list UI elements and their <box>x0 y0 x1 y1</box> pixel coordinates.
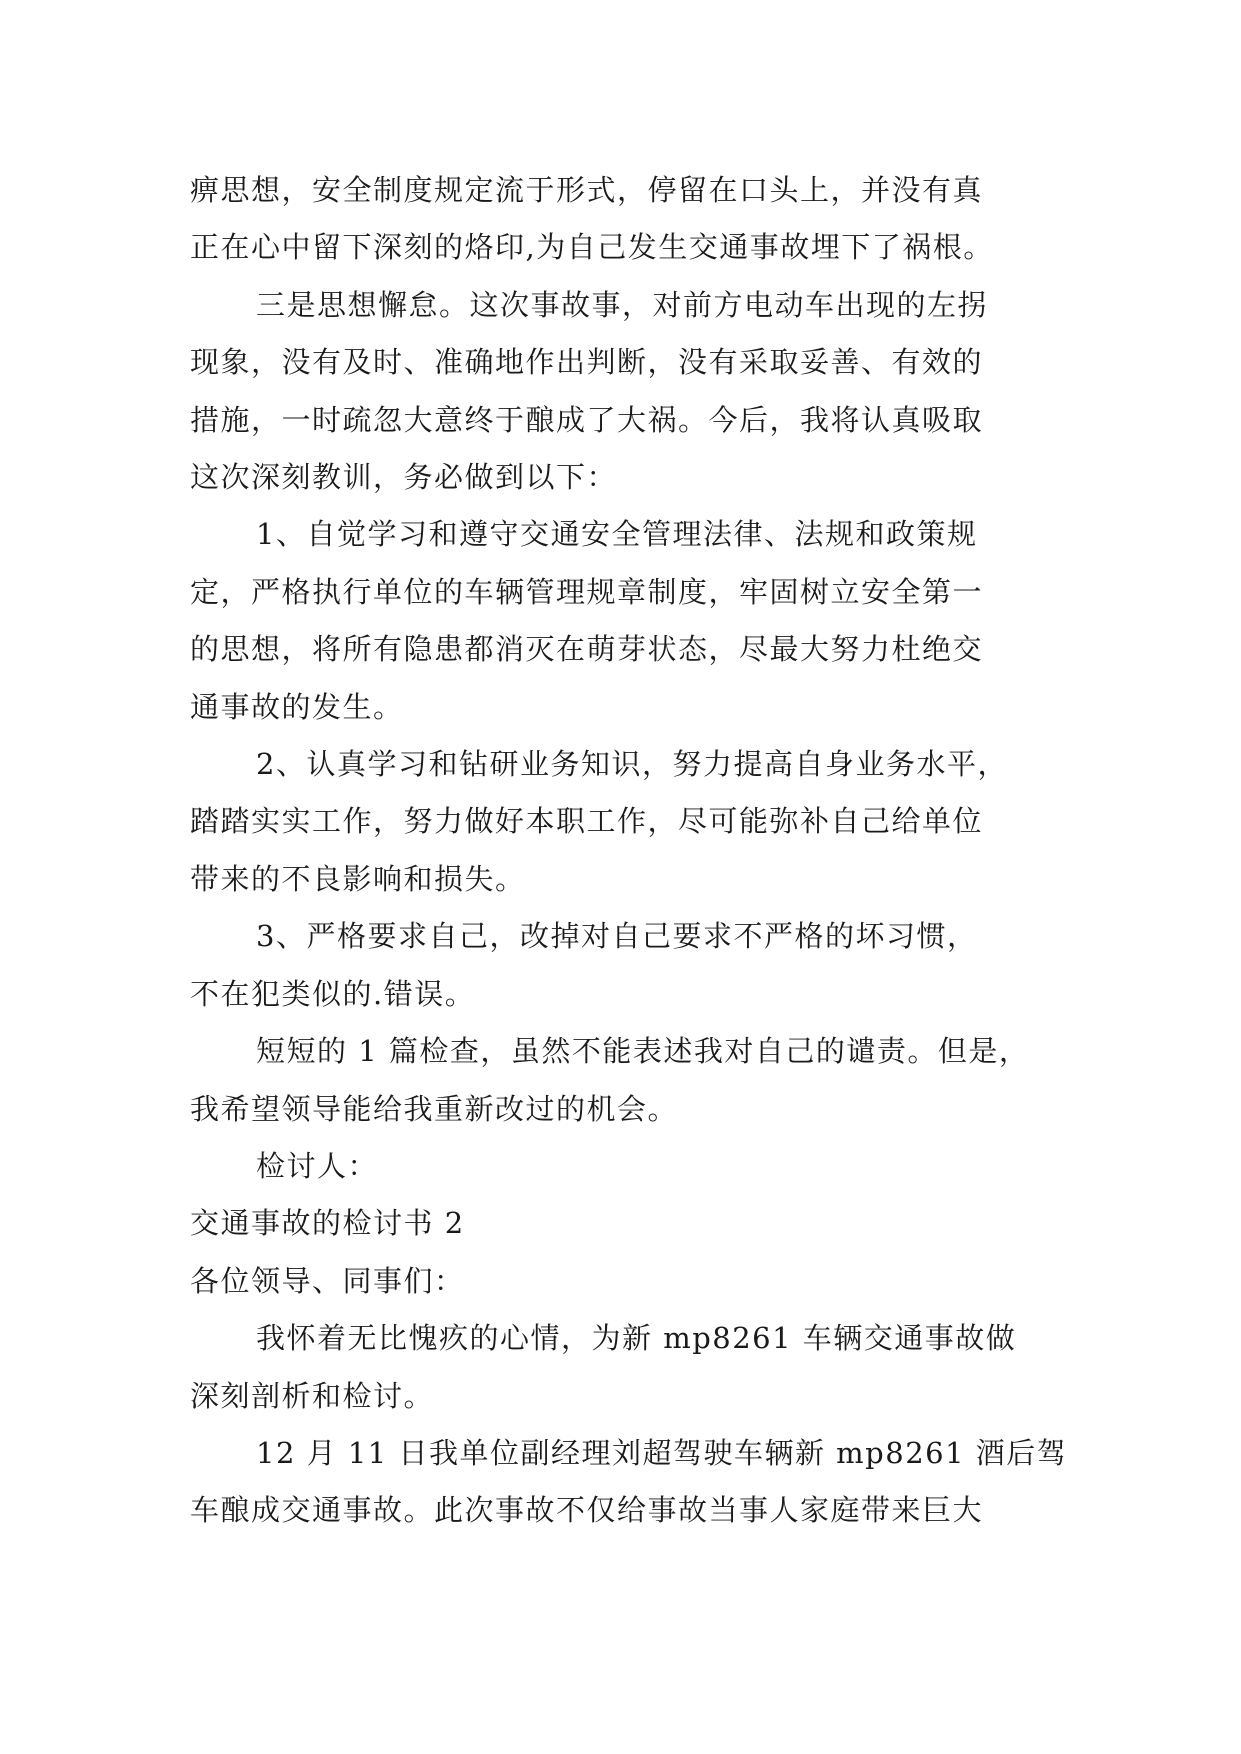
text-line: 现象，没有及时、准确地作出判断，没有采取妥善、有效的 <box>190 345 984 380</box>
text-line: 我怀着无比愧疚的心情，为新 mp8261 车辆交通事故做 <box>256 1321 1017 1356</box>
text-line: 1、自觉学习和遵守交通安全管理法律、法规和政策规 <box>256 517 978 552</box>
text-line: 12 月 11 日我单位副经理刘超驾驶车辆新 mp8261 酒后驾 <box>256 1435 1068 1470</box>
text-line: 2、认真学习和钻研业务知识，努力提高自身业务水平， <box>256 747 1008 782</box>
text-line: 3、严格要求自己，改掉对自己要求不严格的坏习惯， <box>256 919 978 954</box>
section-title: 交通事故的检讨书 2 <box>190 1206 465 1241</box>
text-line: 踏踏实实工作，努力做好本职工作，尽可能弥补自己给单位 <box>190 804 984 839</box>
signature-label: 检讨人： <box>256 1148 379 1183</box>
text-line: 定，严格执行单位的车辆管理规章制度，牢固树立安全第一 <box>190 574 984 609</box>
text-line: 通事故的发生。 <box>190 689 404 724</box>
salutation: 各位领导、同事们： <box>190 1263 465 1298</box>
text-line: 痹思想，安全制度规定流于形式，停留在口头上，并没有真 <box>190 173 984 207</box>
text-line: 带来的不良影响和损失。 <box>190 861 526 896</box>
text-line: 短短的 1 篇检查，虽然不能表述我对自己的谴责。但是， <box>256 1034 1030 1069</box>
text-line: 我希望领导能给我重新改过的机会。 <box>190 1091 679 1126</box>
text-line: 这次深刻教训，务必做到以下： <box>190 460 618 495</box>
text-line: 车酿成交通事故。此次事故不仅给事故当事人家庭带来巨大 <box>190 1493 984 1528</box>
document-body <box>190 162 1090 1540</box>
text-line: 深刻剖析和检讨。 <box>190 1378 435 1413</box>
text-line: 的思想，将所有隐患都消灭在萌芽状态，尽最大努力杜绝交 <box>190 632 984 667</box>
text-line: 措施，一时疏忽大意终于酿成了大祸。今后，我将认真吸取 <box>190 402 984 437</box>
text-line: 不在犯类似的.错误。 <box>190 976 476 1011</box>
text-line: 三是思想懈怠。这次事故事，对前方电动车出现的左拐 <box>256 287 989 322</box>
text-line: 正在心中留下深刻的烙印,为自己发生交通事故埋下了祸根。 <box>190 230 994 265</box>
